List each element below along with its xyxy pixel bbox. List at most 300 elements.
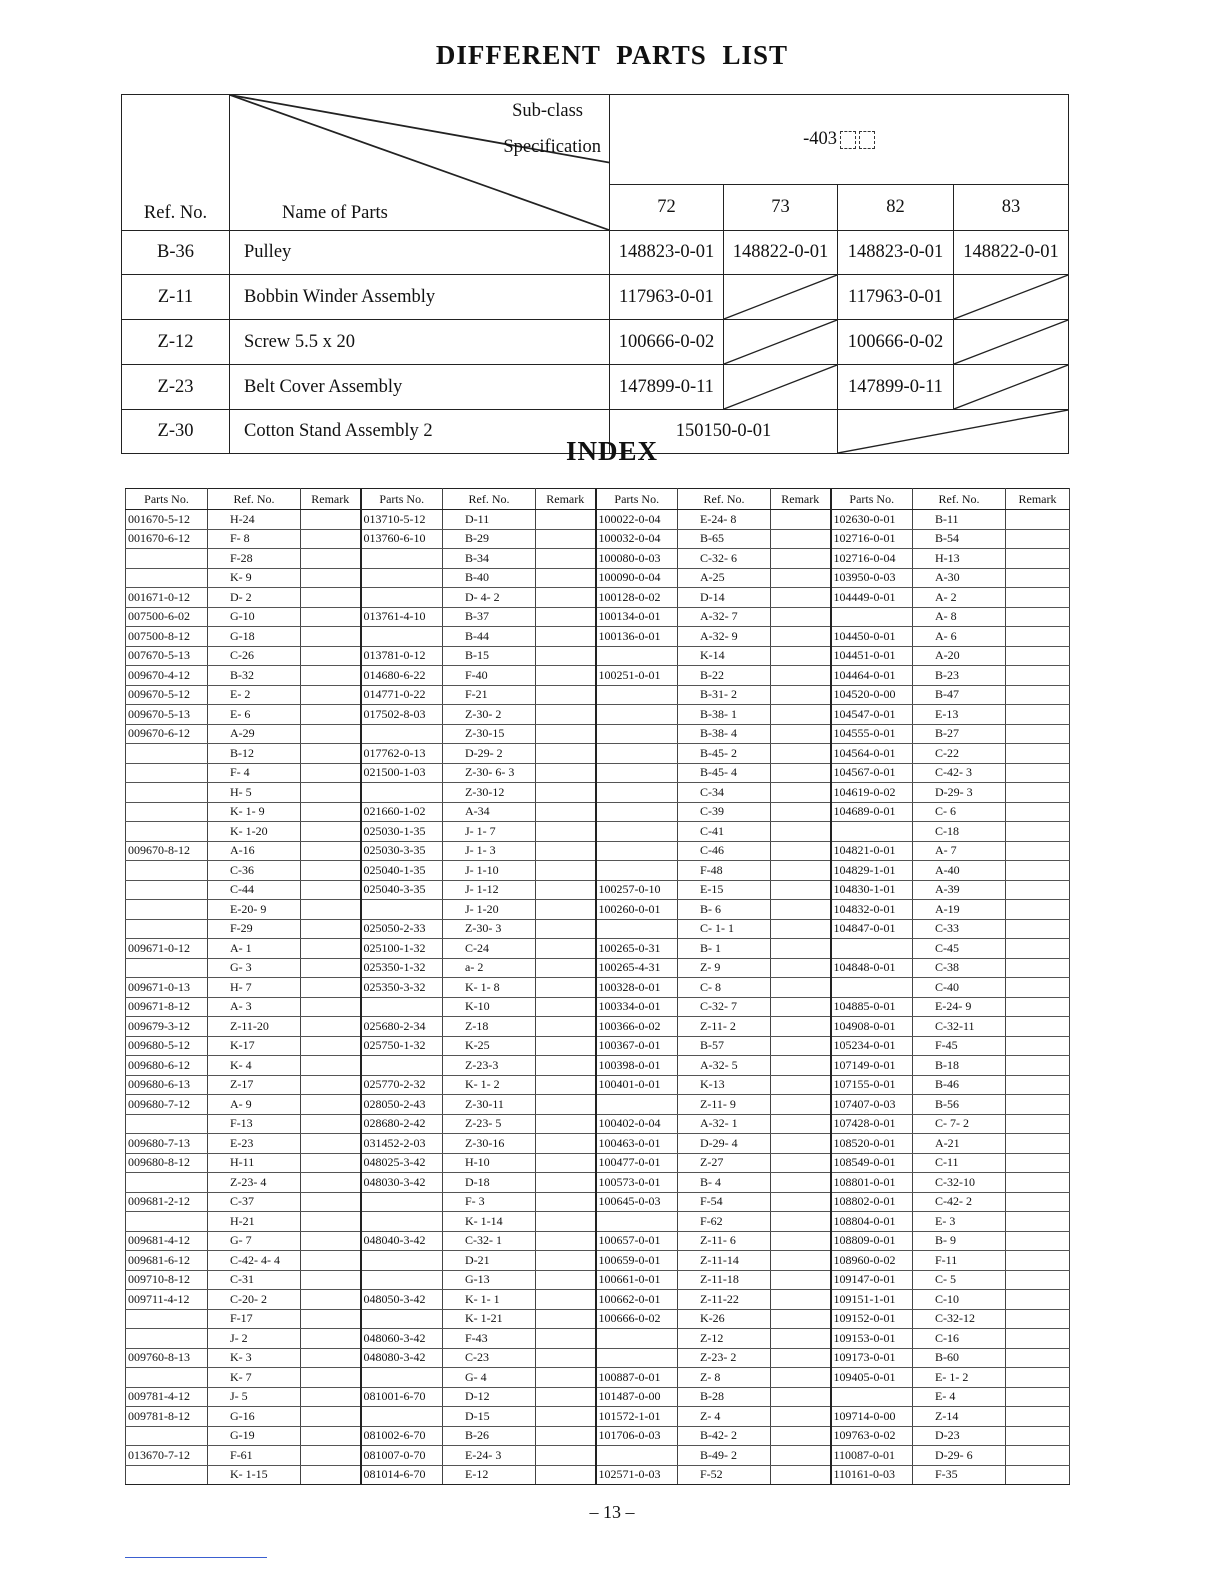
index-ref-no: F-45 — [913, 1036, 1006, 1056]
index-remark — [1006, 1446, 1070, 1466]
index-parts-no — [361, 1368, 443, 1388]
index-ref-no: G-10 — [208, 607, 301, 627]
index-remark — [1006, 978, 1070, 998]
index-parts-no: 007670-5-13 — [126, 646, 208, 666]
index-parts-no: 009711-4-12 — [126, 1290, 208, 1310]
index-parts-no: 107155-0-01 — [831, 1075, 913, 1095]
index-ref-no: J- 1-10 — [443, 861, 536, 881]
index-ref-no: B-56 — [913, 1095, 1006, 1115]
index-row — [126, 666, 1070, 686]
index-remark — [1006, 1270, 1070, 1290]
index-remark — [301, 1348, 361, 1368]
index-header-cell: Remark — [536, 489, 596, 510]
index-ref-no: F-11 — [913, 1251, 1006, 1271]
index-parts-no — [126, 783, 208, 803]
index-ref-no: E-24- 8 — [678, 510, 771, 530]
index-remark — [301, 1270, 361, 1290]
index-ref-no: C-26 — [208, 646, 301, 666]
index-remark — [301, 1114, 361, 1134]
index-remark — [771, 1387, 831, 1407]
index-remark — [1006, 997, 1070, 1017]
index-parts-no — [596, 822, 678, 842]
index-parts-no: 104520-0-00 — [831, 685, 913, 705]
index-remark — [536, 705, 596, 725]
different-parts-title: DIFFERENT PARTS LIST — [435, 40, 789, 70]
ref-no: Z-12 — [122, 320, 230, 365]
index-ref-no: B-23 — [913, 666, 1006, 686]
index-remark — [536, 978, 596, 998]
index-remark — [301, 1290, 361, 1310]
index-remark — [536, 1348, 596, 1368]
index-ref-no: B-27 — [913, 724, 1006, 744]
index-ref-no: K-25 — [443, 1036, 536, 1056]
index-parts-no: 009781-8-12 — [126, 1407, 208, 1427]
dp-row — [122, 275, 1069, 320]
index-parts-no: 107428-0-01 — [831, 1114, 913, 1134]
index-ref-no: F-13 — [208, 1114, 301, 1134]
index-parts-no: 101572-1-01 — [596, 1407, 678, 1427]
index-parts-no — [126, 568, 208, 588]
index-remark — [771, 1446, 831, 1466]
index-remark — [536, 1368, 596, 1388]
index-ref-no: F- 4 — [208, 763, 301, 783]
not-applicable-cell — [954, 275, 1069, 320]
index-remark — [771, 802, 831, 822]
index-ref-no: A-21 — [913, 1134, 1006, 1154]
index-ref-no: C-32- 6 — [678, 549, 771, 569]
index-remark — [301, 958, 361, 978]
index-parts-no: 102716-0-01 — [831, 529, 913, 549]
index-remark — [536, 1231, 596, 1251]
index-remark — [536, 607, 596, 627]
index-parts-no: 009681-4-12 — [126, 1231, 208, 1251]
part-name: Pulley — [230, 231, 610, 275]
index-ref-no: F-17 — [208, 1309, 301, 1329]
index-parts-no — [126, 919, 208, 939]
index-ref-no: C-11 — [913, 1153, 1006, 1173]
index-remark — [1006, 1134, 1070, 1154]
index-ref-no: Z-12 — [678, 1329, 771, 1349]
index-remark — [301, 744, 361, 764]
index-remark — [536, 919, 596, 939]
index-parts-no — [596, 744, 678, 764]
index-row — [126, 978, 1070, 998]
index-parts-no: 100334-0-01 — [596, 997, 678, 1017]
index-parts-no: 081002-6-70 — [361, 1426, 443, 1446]
index-ref-no: C-45 — [913, 939, 1006, 959]
index-parts-no: 104464-0-01 — [831, 666, 913, 686]
index-ref-no: C-40 — [913, 978, 1006, 998]
index-ref-no: B-11 — [913, 510, 1006, 530]
index-parts-no — [126, 763, 208, 783]
index-remark — [1006, 646, 1070, 666]
index-remark — [1006, 919, 1070, 939]
index-ref-no: D- 4- 2 — [443, 588, 536, 608]
index-remark — [771, 1368, 831, 1388]
not-applicable-cell — [724, 320, 838, 365]
index-ref-no: H-13 — [913, 549, 1006, 569]
index-parts-no — [126, 880, 208, 900]
different-parts-table — [121, 94, 1069, 454]
index-ref-no: E-13 — [913, 705, 1006, 725]
index-remark — [301, 1095, 361, 1115]
index-remark — [301, 1251, 361, 1271]
index-parts-no: 009680-6-12 — [126, 1056, 208, 1076]
index-parts-no: 109147-0-01 — [831, 1270, 913, 1290]
index-parts-no: 100265-4-31 — [596, 958, 678, 978]
index-parts-no: 009680-7-12 — [126, 1095, 208, 1115]
index-ref-no: C-46 — [678, 841, 771, 861]
index-row — [126, 1192, 1070, 1212]
index-ref-no: G-13 — [443, 1270, 536, 1290]
index-ref-no: K- 1- 8 — [443, 978, 536, 998]
index-row — [126, 529, 1070, 549]
index-ref-no: B- 1 — [678, 939, 771, 959]
index-parts-no: 100328-0-01 — [596, 978, 678, 998]
index-header-cell: Ref. No. — [208, 489, 301, 510]
index-parts-no — [361, 997, 443, 1017]
index-ref-no: G-19 — [208, 1426, 301, 1446]
index-remark — [771, 1017, 831, 1037]
index-parts-no — [126, 861, 208, 881]
index-ref-no: C-44 — [208, 880, 301, 900]
index-parts-no: 014680-6-22 — [361, 666, 443, 686]
dp-row — [122, 231, 1069, 275]
index-parts-no: 109151-1-01 — [831, 1290, 913, 1310]
index-ref-no: A-30 — [913, 568, 1006, 588]
part-number: 117963-0-01 — [610, 275, 724, 320]
index-header-cell: Remark — [771, 489, 831, 510]
index-parts-no: 104832-0-01 — [831, 900, 913, 920]
index-parts-no — [596, 1095, 678, 1115]
index-row — [126, 1036, 1070, 1056]
index-parts-no — [361, 1251, 443, 1271]
index-remark — [1006, 939, 1070, 959]
index-row — [126, 1251, 1070, 1271]
index-parts-no — [126, 802, 208, 822]
index-row — [126, 1231, 1070, 1251]
index-ref-no: K- 1- 2 — [443, 1075, 536, 1095]
index-parts-no: 100645-0-03 — [596, 1192, 678, 1212]
index-parts-no — [361, 1309, 443, 1329]
index-row — [126, 607, 1070, 627]
index-parts-no: 025100-1-32 — [361, 939, 443, 959]
index-ref-no: K-26 — [678, 1309, 771, 1329]
index-remark — [301, 646, 361, 666]
index-parts-no — [361, 627, 443, 647]
index-remark — [771, 685, 831, 705]
index-ref-no: F-21 — [443, 685, 536, 705]
index-ref-no: F-29 — [208, 919, 301, 939]
index-parts-no — [596, 861, 678, 881]
index-ref-no: Z-23- 2 — [678, 1348, 771, 1368]
index-ref-no: D-14 — [678, 588, 771, 608]
index-row — [126, 685, 1070, 705]
index-parts-no — [361, 783, 443, 803]
index-parts-no: 108809-0-01 — [831, 1231, 913, 1251]
index-row — [126, 783, 1070, 803]
index-parts-no — [361, 549, 443, 569]
index-parts-no: 104449-0-01 — [831, 588, 913, 608]
index-parts-no: 108802-0-01 — [831, 1192, 913, 1212]
index-parts-no: 104847-0-01 — [831, 919, 913, 939]
index-parts-no — [831, 607, 913, 627]
index-remark — [1006, 1309, 1070, 1329]
index-ref-no: D-29- 4 — [678, 1134, 771, 1154]
index-remark — [1006, 1329, 1070, 1349]
index-row — [126, 1095, 1070, 1115]
index-remark — [536, 1387, 596, 1407]
index-remark — [771, 1212, 831, 1232]
index-ref-no: H- 5 — [208, 783, 301, 803]
index-row — [126, 1134, 1070, 1154]
index-ref-no: C-39 — [678, 802, 771, 822]
index-ref-no: Z-18 — [443, 1017, 536, 1037]
index-remark — [301, 1173, 361, 1193]
index-parts-no — [126, 1309, 208, 1329]
index-parts-no: 025040-3-35 — [361, 880, 443, 900]
index-header-cell: Ref. No. — [443, 489, 536, 510]
index-ref-no: Z-11-14 — [678, 1251, 771, 1271]
index-ref-no: B-54 — [913, 529, 1006, 549]
index-row — [126, 1212, 1070, 1232]
index-parts-no: 048050-3-42 — [361, 1290, 443, 1310]
index-parts-no: 048030-3-42 — [361, 1173, 443, 1193]
index-remark — [536, 1192, 596, 1212]
index-remark — [771, 783, 831, 803]
index-parts-no: 100659-0-01 — [596, 1251, 678, 1271]
index-title: INDEX — [565, 436, 658, 466]
index-ref-no: F-52 — [678, 1465, 771, 1485]
index-ref-no: Z-11- 9 — [678, 1095, 771, 1115]
index-parts-no: 009710-8-12 — [126, 1270, 208, 1290]
index-remark — [536, 1036, 596, 1056]
index-remark — [1006, 822, 1070, 842]
sub-class-label: Sub-class — [512, 101, 583, 121]
index-row — [126, 1309, 1070, 1329]
index-parts-no: 104689-0-01 — [831, 802, 913, 822]
index-parts-no — [126, 1368, 208, 1388]
index-remark — [771, 627, 831, 647]
index-ref-no: B- 9 — [913, 1231, 1006, 1251]
index-remark — [771, 822, 831, 842]
index-parts-no — [596, 783, 678, 803]
index-ref-no: B-60 — [913, 1348, 1006, 1368]
index-ref-no: C-18 — [913, 822, 1006, 842]
index-row — [126, 568, 1070, 588]
index-remark — [771, 646, 831, 666]
index-parts-no: 031452-2-03 — [361, 1134, 443, 1154]
index-remark — [771, 1134, 831, 1154]
index-parts-no: 009680-6-13 — [126, 1075, 208, 1095]
index-ref-no: D-29- 3 — [913, 783, 1006, 803]
index-ref-no: B-38- 1 — [678, 705, 771, 725]
index-ref-no: B-45- 4 — [678, 763, 771, 783]
index-ref-no: C-38 — [913, 958, 1006, 978]
index-ref-no: K- 1-14 — [443, 1212, 536, 1232]
index-remark — [301, 1368, 361, 1388]
index-remark — [301, 588, 361, 608]
index-ref-no: G-18 — [208, 627, 301, 647]
diagonal-slash — [954, 365, 1068, 409]
index-parts-no — [596, 1212, 678, 1232]
index-remark — [301, 1192, 361, 1212]
index-parts-no: 100080-0-03 — [596, 549, 678, 569]
index-ref-no: B-31- 2 — [678, 685, 771, 705]
index-parts-no — [596, 1329, 678, 1349]
index-remark — [536, 685, 596, 705]
index-parts-no: 007500-8-12 — [126, 627, 208, 647]
index-parts-no: 009671-0-13 — [126, 978, 208, 998]
index-remark — [1006, 705, 1070, 725]
index-ref-no: F- 8 — [208, 529, 301, 549]
index-ref-no: E-24- 3 — [443, 1446, 536, 1466]
index-remark — [1006, 1348, 1070, 1368]
index-parts-no — [831, 822, 913, 842]
index-parts-no: 109763-0-02 — [831, 1426, 913, 1446]
index-ref-no: Z-30-16 — [443, 1134, 536, 1154]
index-ref-no: A-32- 7 — [678, 607, 771, 627]
index-ref-no: F-43 — [443, 1329, 536, 1349]
index-ref-no: C-24 — [443, 939, 536, 959]
index-remark — [536, 744, 596, 764]
index-remark — [301, 1212, 361, 1232]
index-ref-no: H-24 — [208, 510, 301, 530]
index-parts-no: 048025-3-42 — [361, 1153, 443, 1173]
index-remark — [536, 1114, 596, 1134]
index-remark — [1006, 1251, 1070, 1271]
sub-class-value: -403 — [803, 129, 837, 149]
index-remark — [1006, 1368, 1070, 1388]
index-remark — [771, 744, 831, 764]
blank-box-icon — [840, 131, 856, 149]
index-row — [126, 880, 1070, 900]
index-parts-no: 009671-8-12 — [126, 997, 208, 1017]
index-ref-no: C-32-12 — [913, 1309, 1006, 1329]
index-header-cell: Remark — [1006, 489, 1070, 510]
index-remark — [1006, 1290, 1070, 1310]
index-parts-no: 009760-8-13 — [126, 1348, 208, 1368]
index-ref-no: Z-23- 5 — [443, 1114, 536, 1134]
index-remark — [536, 1290, 596, 1310]
index-remark — [536, 1056, 596, 1076]
index-ref-no: Z-30- 3 — [443, 919, 536, 939]
index-ref-no: C-34 — [678, 783, 771, 803]
index-remark — [771, 705, 831, 725]
index-ref-no: K- 3 — [208, 1348, 301, 1368]
index-remark — [1006, 1114, 1070, 1134]
index-ref-no: B-49- 2 — [678, 1446, 771, 1466]
index-parts-no — [126, 549, 208, 569]
index-parts-no: 009670-5-13 — [126, 705, 208, 725]
index-remark — [301, 822, 361, 842]
index-ref-no: A-40 — [913, 861, 1006, 881]
index-ref-no: B-29 — [443, 529, 536, 549]
index-ref-no: B-18 — [913, 1056, 1006, 1076]
index-ref-no: B-37 — [443, 607, 536, 627]
index-ref-no: B-15 — [443, 646, 536, 666]
index-remark — [1006, 763, 1070, 783]
index-remark — [536, 646, 596, 666]
index-ref-no: Z- 8 — [678, 1368, 771, 1388]
index-ref-no: Z-27 — [678, 1153, 771, 1173]
index-ref-no: E-15 — [678, 880, 771, 900]
index-row — [126, 646, 1070, 666]
index-ref-no: a- 2 — [443, 958, 536, 978]
index-ref-no: K-10 — [443, 997, 536, 1017]
index-ref-no: D-21 — [443, 1251, 536, 1271]
index-remark — [536, 763, 596, 783]
index-remark — [301, 919, 361, 939]
dp-header-row — [122, 95, 1069, 185]
index-ref-no: F-48 — [678, 861, 771, 881]
index-ref-no: Z- 9 — [678, 958, 771, 978]
index-ref-no: A- 8 — [913, 607, 1006, 627]
index-header-cell: Ref. No. — [678, 489, 771, 510]
index-parts-no — [361, 724, 443, 744]
index-parts-no: 009671-0-12 — [126, 939, 208, 959]
index-parts-no: 001671-0-12 — [126, 588, 208, 608]
index-remark — [301, 666, 361, 686]
index-row — [126, 763, 1070, 783]
index-parts-no: 009670-5-12 — [126, 685, 208, 705]
index-parts-no: 001670-5-12 — [126, 510, 208, 530]
index-ref-no: D-29- 6 — [913, 1446, 1006, 1466]
index-ref-no: A-16 — [208, 841, 301, 861]
part-number: 148823-0-01 — [610, 231, 724, 275]
index-ref-no: A-32- 5 — [678, 1056, 771, 1076]
index-ref-no: B-65 — [678, 529, 771, 549]
dp-row — [122, 320, 1069, 365]
index-parts-no: 110087-0-01 — [831, 1446, 913, 1466]
diagonal-slash — [954, 275, 1068, 319]
index-remark — [301, 1387, 361, 1407]
index-ref-no: F- 3 — [443, 1192, 536, 1212]
index-parts-no: 108801-0-01 — [831, 1173, 913, 1193]
index-parts-no: 104450-0-01 — [831, 627, 913, 647]
index-remark — [771, 1329, 831, 1349]
index-parts-no — [596, 1348, 678, 1368]
index-ref-no: B-57 — [678, 1036, 771, 1056]
index-parts-no: 104829-1-01 — [831, 861, 913, 881]
index-parts-no: 025770-2-32 — [361, 1075, 443, 1095]
index-remark — [1006, 802, 1070, 822]
dp-row — [122, 365, 1069, 410]
index-parts-no: 048060-3-42 — [361, 1329, 443, 1349]
not-applicable-cell — [724, 365, 838, 410]
index-ref-no: A-29 — [208, 724, 301, 744]
index-ref-no: Z-17 — [208, 1075, 301, 1095]
index-ref-no: E- 2 — [208, 685, 301, 705]
index-remark — [771, 1056, 831, 1076]
index-remark — [301, 1134, 361, 1154]
index-remark — [301, 978, 361, 998]
index-header-cell: Ref. No. — [913, 489, 1006, 510]
index-ref-no: C-32- 1 — [443, 1231, 536, 1251]
index-remark — [301, 1075, 361, 1095]
part-number: 147899-0-11 — [610, 365, 724, 410]
index-remark — [1006, 1153, 1070, 1173]
index-ref-no: E-23 — [208, 1134, 301, 1154]
index-ref-no: C- 5 — [913, 1270, 1006, 1290]
index-remark — [536, 1134, 596, 1154]
index-parts-no: 081007-0-70 — [361, 1446, 443, 1466]
index-remark — [1006, 880, 1070, 900]
index-remark — [301, 510, 361, 530]
index-parts-no: 100134-0-01 — [596, 607, 678, 627]
index-remark — [1006, 588, 1070, 608]
index-remark — [536, 939, 596, 959]
